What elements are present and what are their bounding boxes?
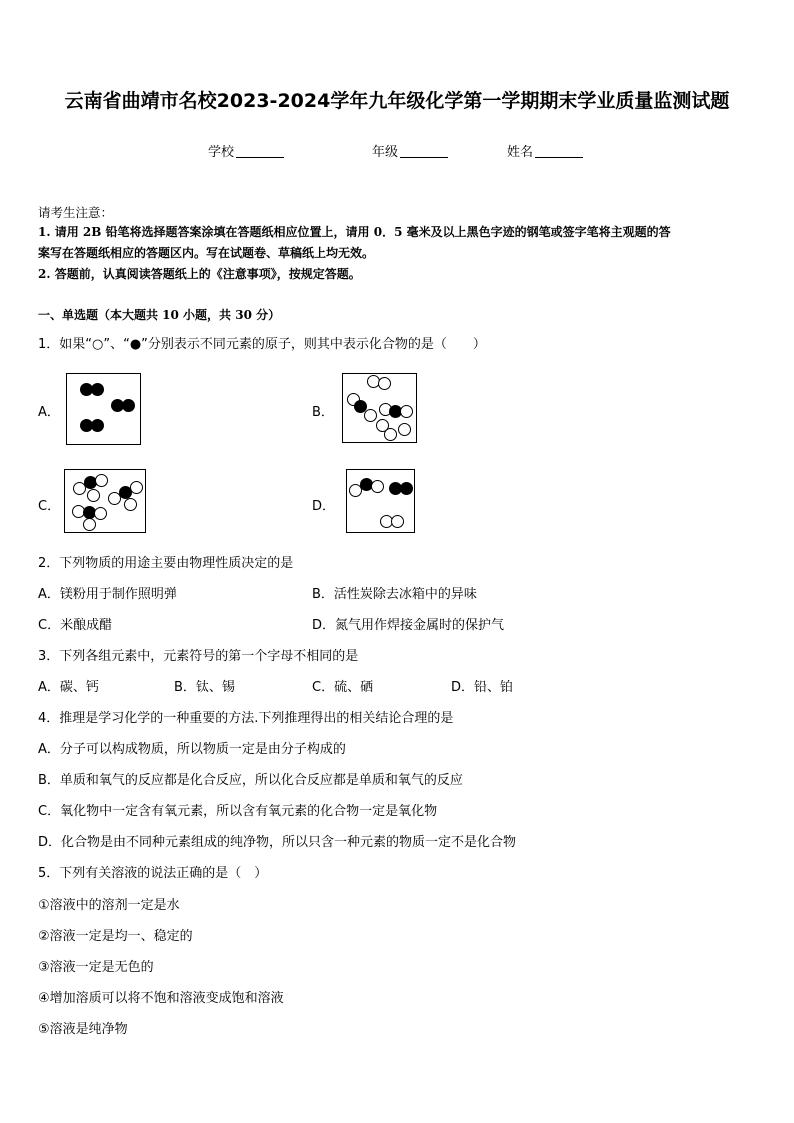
q5-statement-3: ③溶液一定是无色的 (38, 960, 154, 975)
q4-option-a: A．分子可以构成物质，所以物质一定是由分子构成的 (38, 742, 346, 757)
white-atom (95, 474, 108, 487)
notice-item2: 2. 答题前，认真阅读答题纸上的《注意事项》，按规定答题。 (38, 267, 361, 281)
notice-item1-line1: 1. 请用 2B 铅笔将选择题答案涂填在答题纸相应位置上，请用 0．5 毫米及以上黑色字迹的钢笔或签字笔将主观题的答 (38, 225, 671, 239)
school-field[interactable] (208, 141, 284, 160)
page-title: 云南省曲靖市名校2023-2024学年九年级化学第一学期期末学业质量监测试题 (64, 90, 730, 112)
school-blank[interactable] (236, 144, 284, 158)
white-atom (378, 377, 391, 390)
name-blank[interactable] (535, 144, 583, 158)
notice-heading: 请考生注意： (38, 205, 114, 220)
white-atom (87, 489, 100, 502)
q5-stem: 5．下列有关溶液的说法正确的是（ ） (38, 866, 268, 881)
q5-statement-4: ④增加溶质可以将不饱和溶液变成饱和溶液 (38, 991, 284, 1006)
q1-option-label-d: D． (312, 499, 336, 514)
q1-figure-a (66, 373, 141, 445)
black-atom (122, 399, 135, 412)
white-atom (83, 518, 96, 531)
q4-option-b: B．单质和氧气的反应都是化合反应，所以化合反应都是单质和氧气的反应 (38, 773, 463, 788)
q2-option-a: A．镁粉用于制作照明弹 (38, 587, 177, 602)
white-atom (94, 507, 107, 520)
white-atom (391, 515, 404, 528)
black-atom (91, 383, 104, 396)
q1-option-label-c: C． (38, 499, 61, 514)
white-atom (124, 498, 137, 511)
white-atom (371, 480, 384, 493)
school-label: 学校 (208, 145, 235, 160)
q5-statement-5: ⑤溶液是纯净物 (38, 1022, 128, 1037)
white-atom (398, 423, 411, 436)
q2-option-b: B．活性炭除去冰箱中的异味 (312, 587, 477, 602)
q3-option-d: D．铅、铂 (451, 680, 514, 695)
white-atom (130, 481, 143, 494)
name-field[interactable] (507, 141, 583, 160)
white-atom (384, 428, 397, 441)
grade-label: 年级 (372, 145, 399, 160)
grade-field[interactable] (372, 141, 448, 160)
q4-stem: 4．推理是学习化学的一种重要的方法.下列推理得出的相关结论合理的是 (38, 711, 454, 726)
q3-stem: 3．下列各组元素中，元素符号的第一个字母不相同的是 (38, 649, 359, 664)
black-atom (400, 482, 413, 495)
white-atom (400, 405, 413, 418)
notice-item1-line2: 案写在答题纸相应的答题区内。写在试题卷、草稿纸上均无效。 (38, 246, 375, 260)
q4-option-c: C．氧化物中一定含有氧元素，所以含有氧元素的化合物一定是氧化物 (38, 804, 438, 819)
q1-option-label-a: A． (38, 405, 60, 420)
q2-stem: 2．下列物质的用途主要由物理性质决定的是 (38, 556, 294, 571)
black-atom (91, 419, 104, 432)
q1-stem: 1．如果“○”、“●”分别表示不同元素的原子，则其中表示化合物的是（ ） (38, 337, 486, 352)
q5-statement-2: ②溶液一定是均一、稳定的 (38, 929, 193, 944)
q1-figure-d (346, 469, 415, 533)
q5-statement-1: ①溶液中的溶剂一定是水 (38, 898, 180, 913)
q2-option-c: C．米酿成醋 (38, 618, 113, 633)
q1-option-label-b: B． (312, 405, 334, 420)
q4-option-d: D．化合物是由不同种元素组成的纯净物，所以只含一种元素的物质一定不是化合物 (38, 835, 517, 850)
name-label: 姓名 (507, 145, 534, 160)
grade-blank[interactable] (400, 144, 448, 158)
q2-option-d: D．氮气用作焊接金属时的保护气 (312, 618, 505, 633)
section-heading: 一、单选题（本大题共 10 小题，共 30 分） (38, 308, 281, 322)
q1-figure-c (64, 469, 146, 533)
q3-option-a: A．碳、钙 (38, 680, 99, 695)
q3-option-c: C．硫、硒 (312, 680, 374, 695)
q3-option-b: B．钛、锡 (174, 680, 235, 695)
white-atom (364, 409, 377, 422)
q1-figure-b (342, 373, 417, 443)
